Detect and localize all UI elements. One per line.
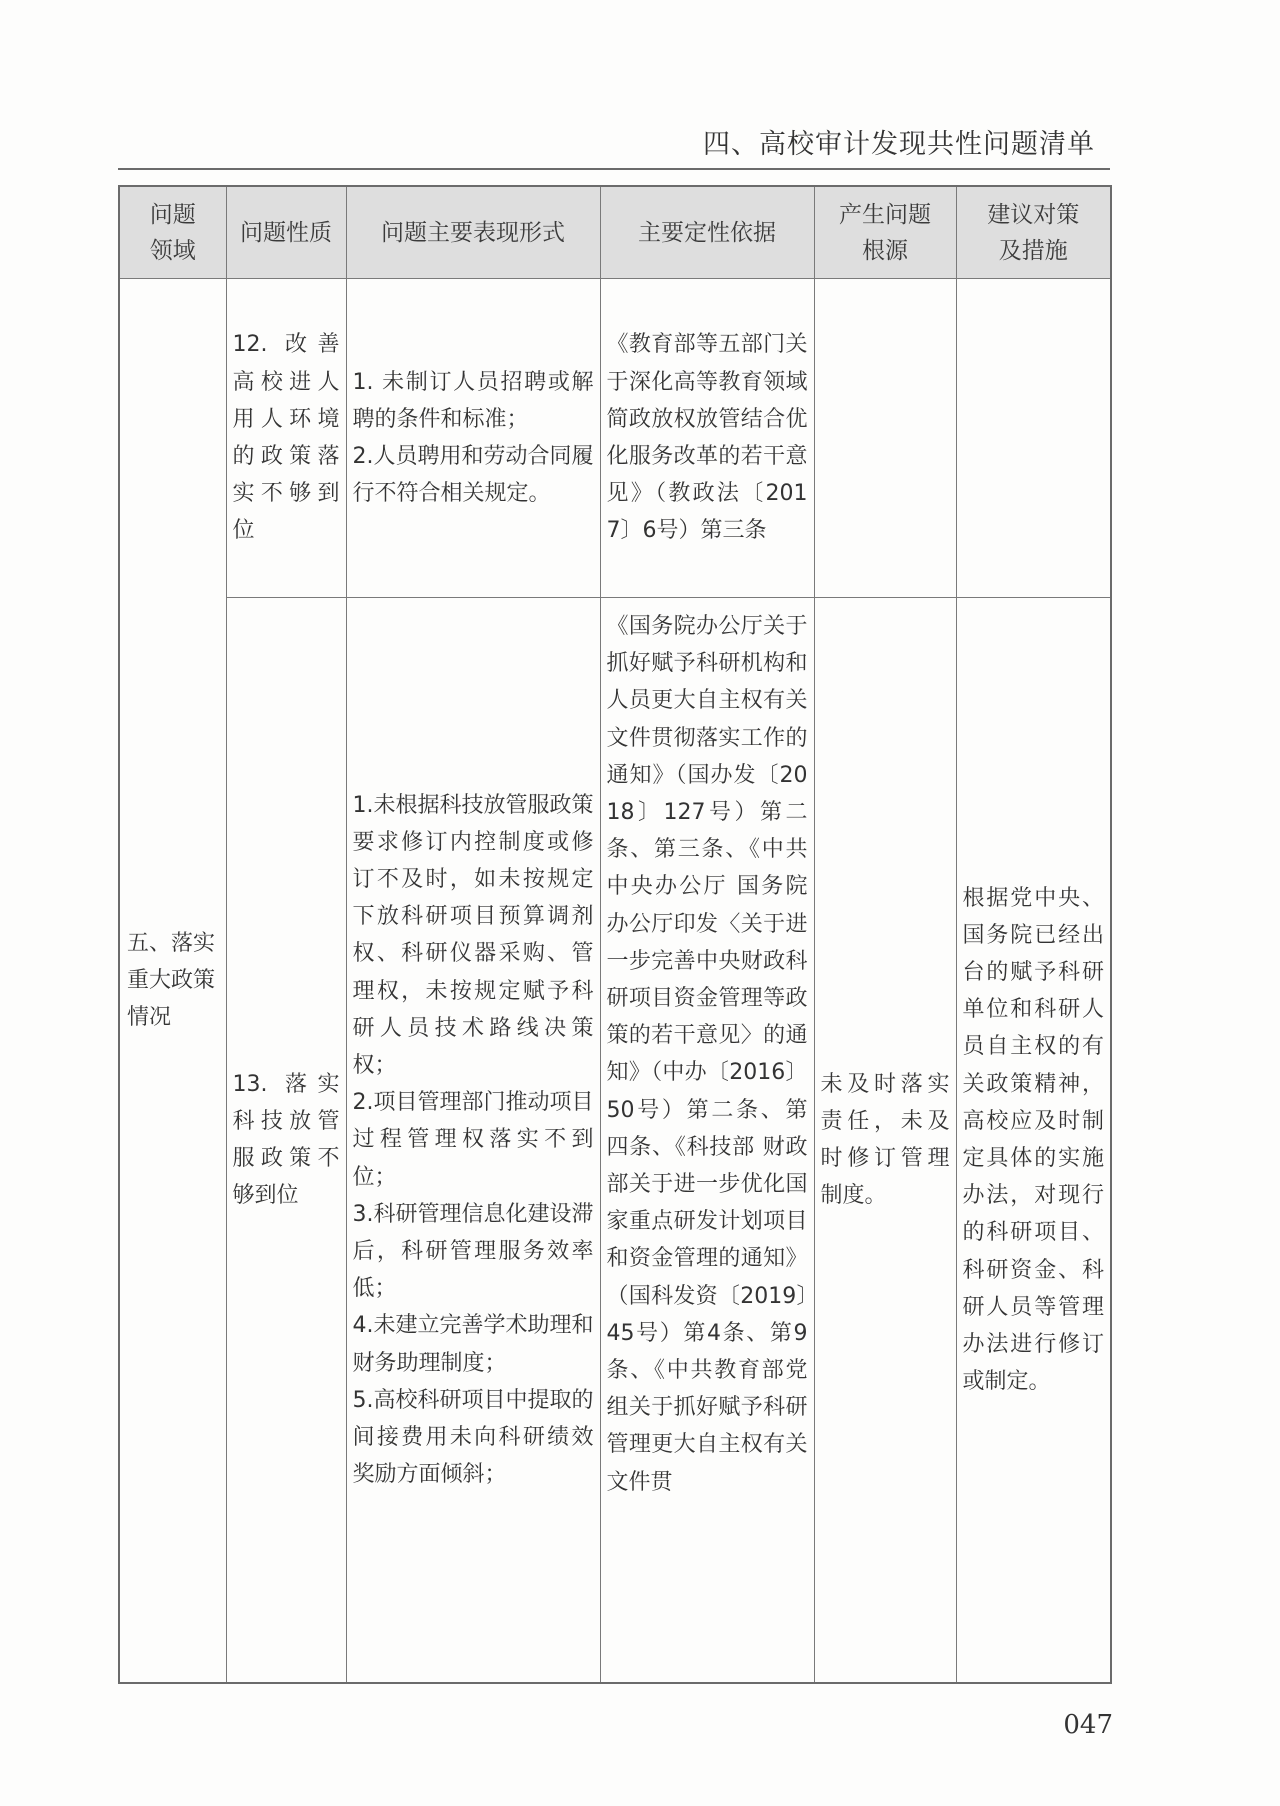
section-title: 四、高校审计发现共性问题清单 [703,129,1095,160]
issues-table [118,185,1112,1684]
column-header-suggestion: 建议对策 及措施 [956,186,1111,279]
suggestion-cell [956,279,1111,598]
manifestation-item: 2.人员聘用和劳动合同履行不符合相关规定。 [352,444,594,507]
nature-cell: 13. 落实科技放管服政策不够到位 [226,598,346,1684]
manifestation-item: 2.项目管理部门推动项目过程管理权落实不到位； [352,1090,594,1190]
table-row [119,279,1111,598]
root-cause-cell [814,279,956,598]
column-header-root-cause: 产生问题 根源 [814,186,956,279]
table-header-row [119,186,1111,279]
basis-cell: 《国务院办公厅关于抓好赋予科研机构和人员更大自主权有关文件贯彻落实工作的通知》（国办发〔2018〕127号）第二条、第三条、《中共中央办公厅 国务院办公厅印发〈关于进一步完善中央财政科研项目资金管理等政策的若干意见〉的通知》（中办〔2016〕50号）第二条、第四条、《科技部 财政部关于进一步优化国家重点研发计划项目和资金管理的通知》（国科发资〔2019〕45号）第4条、第9条、《中共教育部党组关于抓好赋予科研管理更大自主权有关文件贯 [600,598,814,1684]
manifestation-item: 1.未根据科技放管服政策要求修订内控制度或修订不及时，如未按规定下放科研项目预算调剂权、科研仪器采购、管理权，未按规定赋予科研人员技术路线决策权； [352,792,594,1078]
manifestations-cell [346,279,600,598]
page-number: 047 [1063,1710,1113,1740]
manifestations-cell [346,598,600,1684]
manifestation-item: 4.未建立完善学术助理和财务助理制度； [352,1313,594,1376]
manifestation-item: 5.高校科研项目中提取的间接费用未向科研绩效奖励方面倾斜； [352,1387,594,1488]
basis-cell: 《教育部等五部门关于深化高等教育领域简政放权放管结合优化服务改革的若干意见》（教政法〔2017〕6号）第三条 [600,279,814,598]
manifestation-item: 1. 未制订人员招聘或解聘的条件和标准； [352,369,594,432]
column-header-manifestations: 问题主要表现形式 [346,186,600,279]
root-cause-cell: 未及时落实责任，未及时修订管理制度。 [814,598,956,1684]
header-rule [118,168,1110,170]
nature-cell: 12. 改善高校进人用人环境的政策落实不够到位 [226,279,346,598]
column-header-area: 问题 领域 [119,186,226,279]
suggestion-cell: 根据党中央、国务院已经出台的赋予科研单位和科研人员自主权的有关政策精神，高校应及时制定具体的实施办法，对现行的科研项目、科研资金、科研人员等管理办法进行修订或制定。 [956,598,1111,1684]
column-header-nature: 问题性质 [226,186,346,279]
table-row [119,598,1111,1684]
column-header-basis: 主要定性依据 [600,186,814,279]
area-cell: 五、落实重大政策情况 [119,279,226,1684]
manifestation-item: 3.科研管理信息化建设滞后，科研管理服务效率低； [352,1201,594,1302]
